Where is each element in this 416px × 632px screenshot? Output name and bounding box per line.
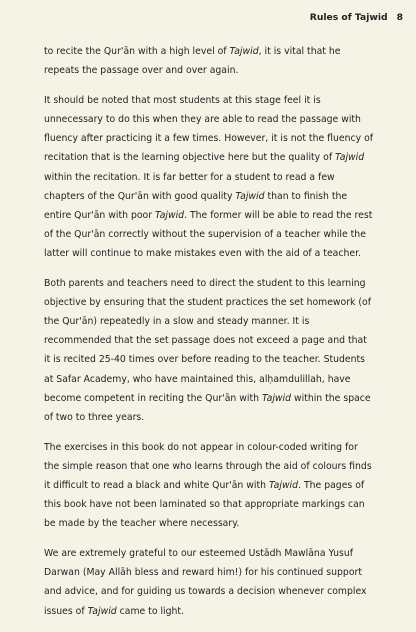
running-header-title: Rules of Tajwid [309,12,388,23]
text-run: . The former will be able to read the rest of the Qur'ān correctly without the supervision of a teacher while the latter will continue to make mistakes even with the aid of a teacher. [44,209,373,259]
text-run: It should be noted that most students at this stage feel it is unnecessary to do this when they are able to read the passage with fluency after practicing it a few times. However, it is not the fluency of recitation that is the learning objective here but the quality of [44,95,374,164]
paragraph-4 [44,438,374,533]
text-run: . The pages of this book have not been laminated so that appropriate markings can be made by the teacher where necessary. [44,479,365,530]
running-header [310,12,403,23]
paragraph-3 [44,274,374,427]
text-run: than to finish the entire Qur'ān with poor [44,190,348,221]
paragraph-5 [44,544,374,620]
emphasized-term: Tajwid [87,605,117,617]
text-run: The exercises in this book do not appear in colour-coded writing for the simple reason that one who learns through the aid of colours finds it difficult to read a black and white Qur'ān with [44,441,372,491]
emphasized-term: Tajwid [268,479,299,491]
text-run: Both parents and teachers need to direct the student to this learning objective by ensuring that the student practices the set homework (of the Qur'ān) repeatedly in a slow and steady manner. It is recommended that the set passage does not exceed a page and that it is recited 25-40 times over before reading to the teacher. Students at Safar Academy, who have maintained this, alḥamdulillah, have become competent in reciting the Qur'ān with [44,278,371,404]
emphasized-term: Tajwid [229,46,259,57]
emphasized-term: Tajwid [261,392,292,404]
text-run: within the recitation. It is far better for a student to read a few chapters of the Qur'ān with good quality [44,171,335,202]
text-run: to recite the Qur'ān with a high level of [44,46,230,57]
text-run: within the space of two to three years. [44,392,371,423]
paragraph-2 [44,91,374,263]
emphasized-term: Tajwid [235,190,265,202]
page-number: 8 [396,12,403,23]
emphasized-term: Tajwid [155,209,185,221]
paragraph-1 [44,42,374,80]
text-run: came to light. [116,605,185,617]
emphasized-term: Tajwid [335,152,365,164]
text-run: , it is vital that he repeats the passage over and over again. [44,46,341,77]
body-text [44,42,374,632]
text-run: We are extremely grateful to our esteemed Ustādh Mawlāna Yusuf Darwan (May Allāh bless and reward him!) for his continued support and advice, and for guiding us towards a decision whenever complex issues of [44,548,367,617]
